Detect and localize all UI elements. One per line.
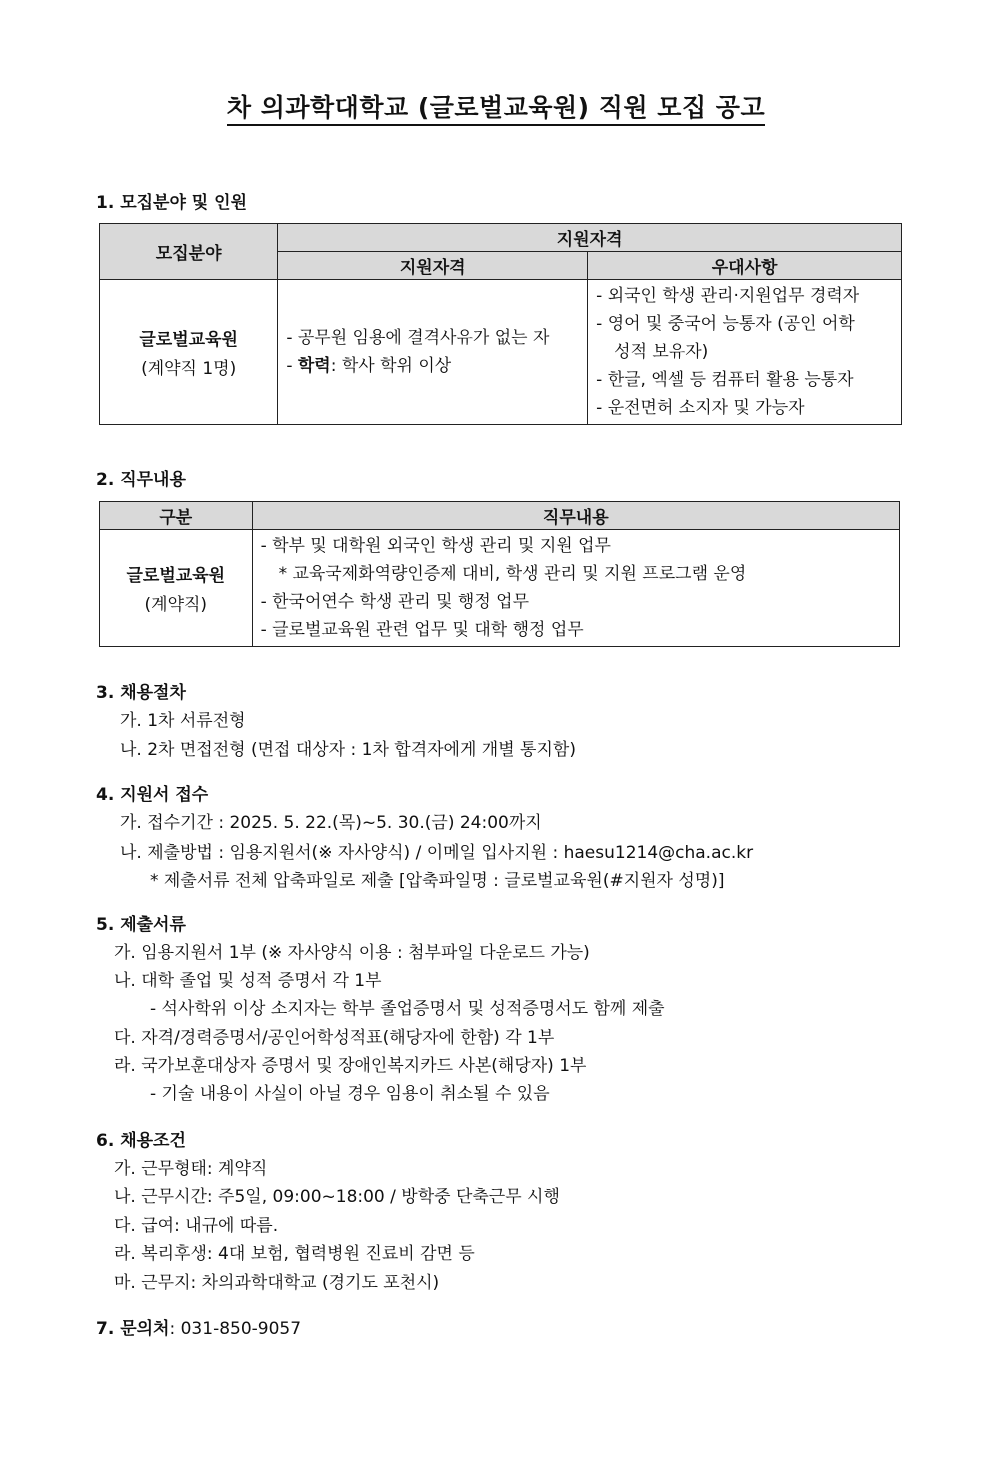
duty-note: * 교육국제화역량인증제 대비, 학생 관리 및 지원 프로그램 운영 [278,564,747,584]
preference-cell [588,280,902,425]
bullet: - [286,356,298,376]
duty-item: - 학부 및 대학원 외국인 학생 관리 및 지원 업무 [260,536,611,556]
section-3-heading: 3. 채용절차 [96,683,186,703]
document-note: - 석사학위 이상 소지자는 학부 졸업증명서 및 성적증명서도 함께 제출 [150,999,665,1019]
application-item: 가. 접수기간 : 2025. 5. 22.(목)~5. 30.(금) 24:00까지 [120,813,542,833]
qualification-item [286,352,579,380]
section-1-heading: 1. 모집분야 및 인원 [96,193,247,213]
document-item: 라. 국가보훈대상자 증명서 및 장애인복지카드 사본(해당자) 1부 [114,1056,587,1076]
procedure-item: 나. 2차 면접전형 (면접 대상자 : 1차 합격자에게 개별 통지함) [120,740,576,760]
preference-item-cont: 성적 보유자) [614,342,709,362]
section-2-heading: 2. 직무내용 [96,470,186,490]
header-qualification: 지원자격 [278,252,588,280]
condition-item: 다. 급여: 내규에 따름. [114,1216,279,1236]
qualification-value: : 학사 학위 이상 [330,356,452,376]
duty-cell [252,530,899,647]
condition-item: 라. 복리후생: 4대 보험, 협력병원 진료비 감면 등 [114,1244,475,1264]
division-sub: (계약직) [144,595,208,615]
procedure-item: 가. 1차 서류전형 [120,711,246,731]
page-title-text: 차 의과학대학교 (글로벌교육원) 직원 모집 공고 [227,93,765,126]
preference-item: - 운전면허 소지자 및 가능자 [596,398,805,418]
header-division: 구분 [100,502,253,530]
condition-item: 나. 근무시간: 주5일, 09:00~18:00 / 방학중 단축근무 시행 [114,1187,560,1207]
header-qualification-group: 지원자격 [278,224,902,252]
division-cell [100,530,253,647]
field-name: 글로벌교육원 [139,330,238,350]
division-name: 글로벌교육원 [126,566,226,586]
field-cell [100,280,278,425]
field-sub: (계약직 1명) [141,359,237,379]
contact-line [96,1314,301,1339]
page-title [0,88,992,124]
document-item: 다. 자격/경력증명서/공인어학성적표(해당자에 한함) 각 1부 [114,1028,555,1048]
application-note: * 제출서류 전체 압축파일로 제출 [압축파일명 : 글로벌교육원(#지원자 성명)] [150,871,725,891]
header-preference: 우대사항 [588,252,902,280]
duty-item: - 한국어연수 학생 관리 및 행정 업무 [260,592,530,612]
condition-item: 가. 근무형태: 계약직 [114,1159,268,1179]
contact-phone: : 031-850-9057 [169,1319,302,1339]
application-item: 나. 제출방법 : 임용지원서(※ 자사양식) / 이메일 입사지원 : haesu1214@cha.ac.kr [120,843,754,863]
section-4-heading: 4. 지원서 접수 [96,785,209,805]
section-6-heading: 6. 채용조건 [96,1131,186,1151]
preference-item: - 한글, 엑셀 등 컴퓨터 활용 능통자 [596,370,854,390]
qualification-label: 학력 [297,356,331,376]
section-5-heading: 5. 제출서류 [96,915,186,935]
preference-item: - 외국인 학생 관리·지원업무 경력자 [596,286,860,306]
document-note: - 기술 내용이 사실이 아닐 경우 임용이 취소될 수 있음 [150,1084,550,1104]
preference-item: - 영어 및 중국어 능통자 (공인 어학 [596,314,855,334]
qualification-item: - 공무원 임용에 결격사유가 없는 자 [286,328,550,348]
header-field: 모집분야 [100,224,278,280]
duty-item: - 글로벌교육원 관련 업무 및 대학 행정 업무 [260,620,584,640]
condition-item: 마. 근무지: 차의과학대학교 (경기도 포천시) [114,1273,440,1293]
recruitment-table [99,223,902,425]
document-item: 가. 임용지원서 1부 (※ 자사양식 이용 : 첨부파일 다운로드 가능) [114,943,590,963]
document-item: 나. 대학 졸업 및 성적 증명서 각 1부 [114,971,382,991]
header-duty: 직무내용 [252,502,899,530]
section-7-heading: 7. 문의처 [96,1319,170,1339]
duty-table [99,501,900,647]
qualification-cell [278,280,588,425]
